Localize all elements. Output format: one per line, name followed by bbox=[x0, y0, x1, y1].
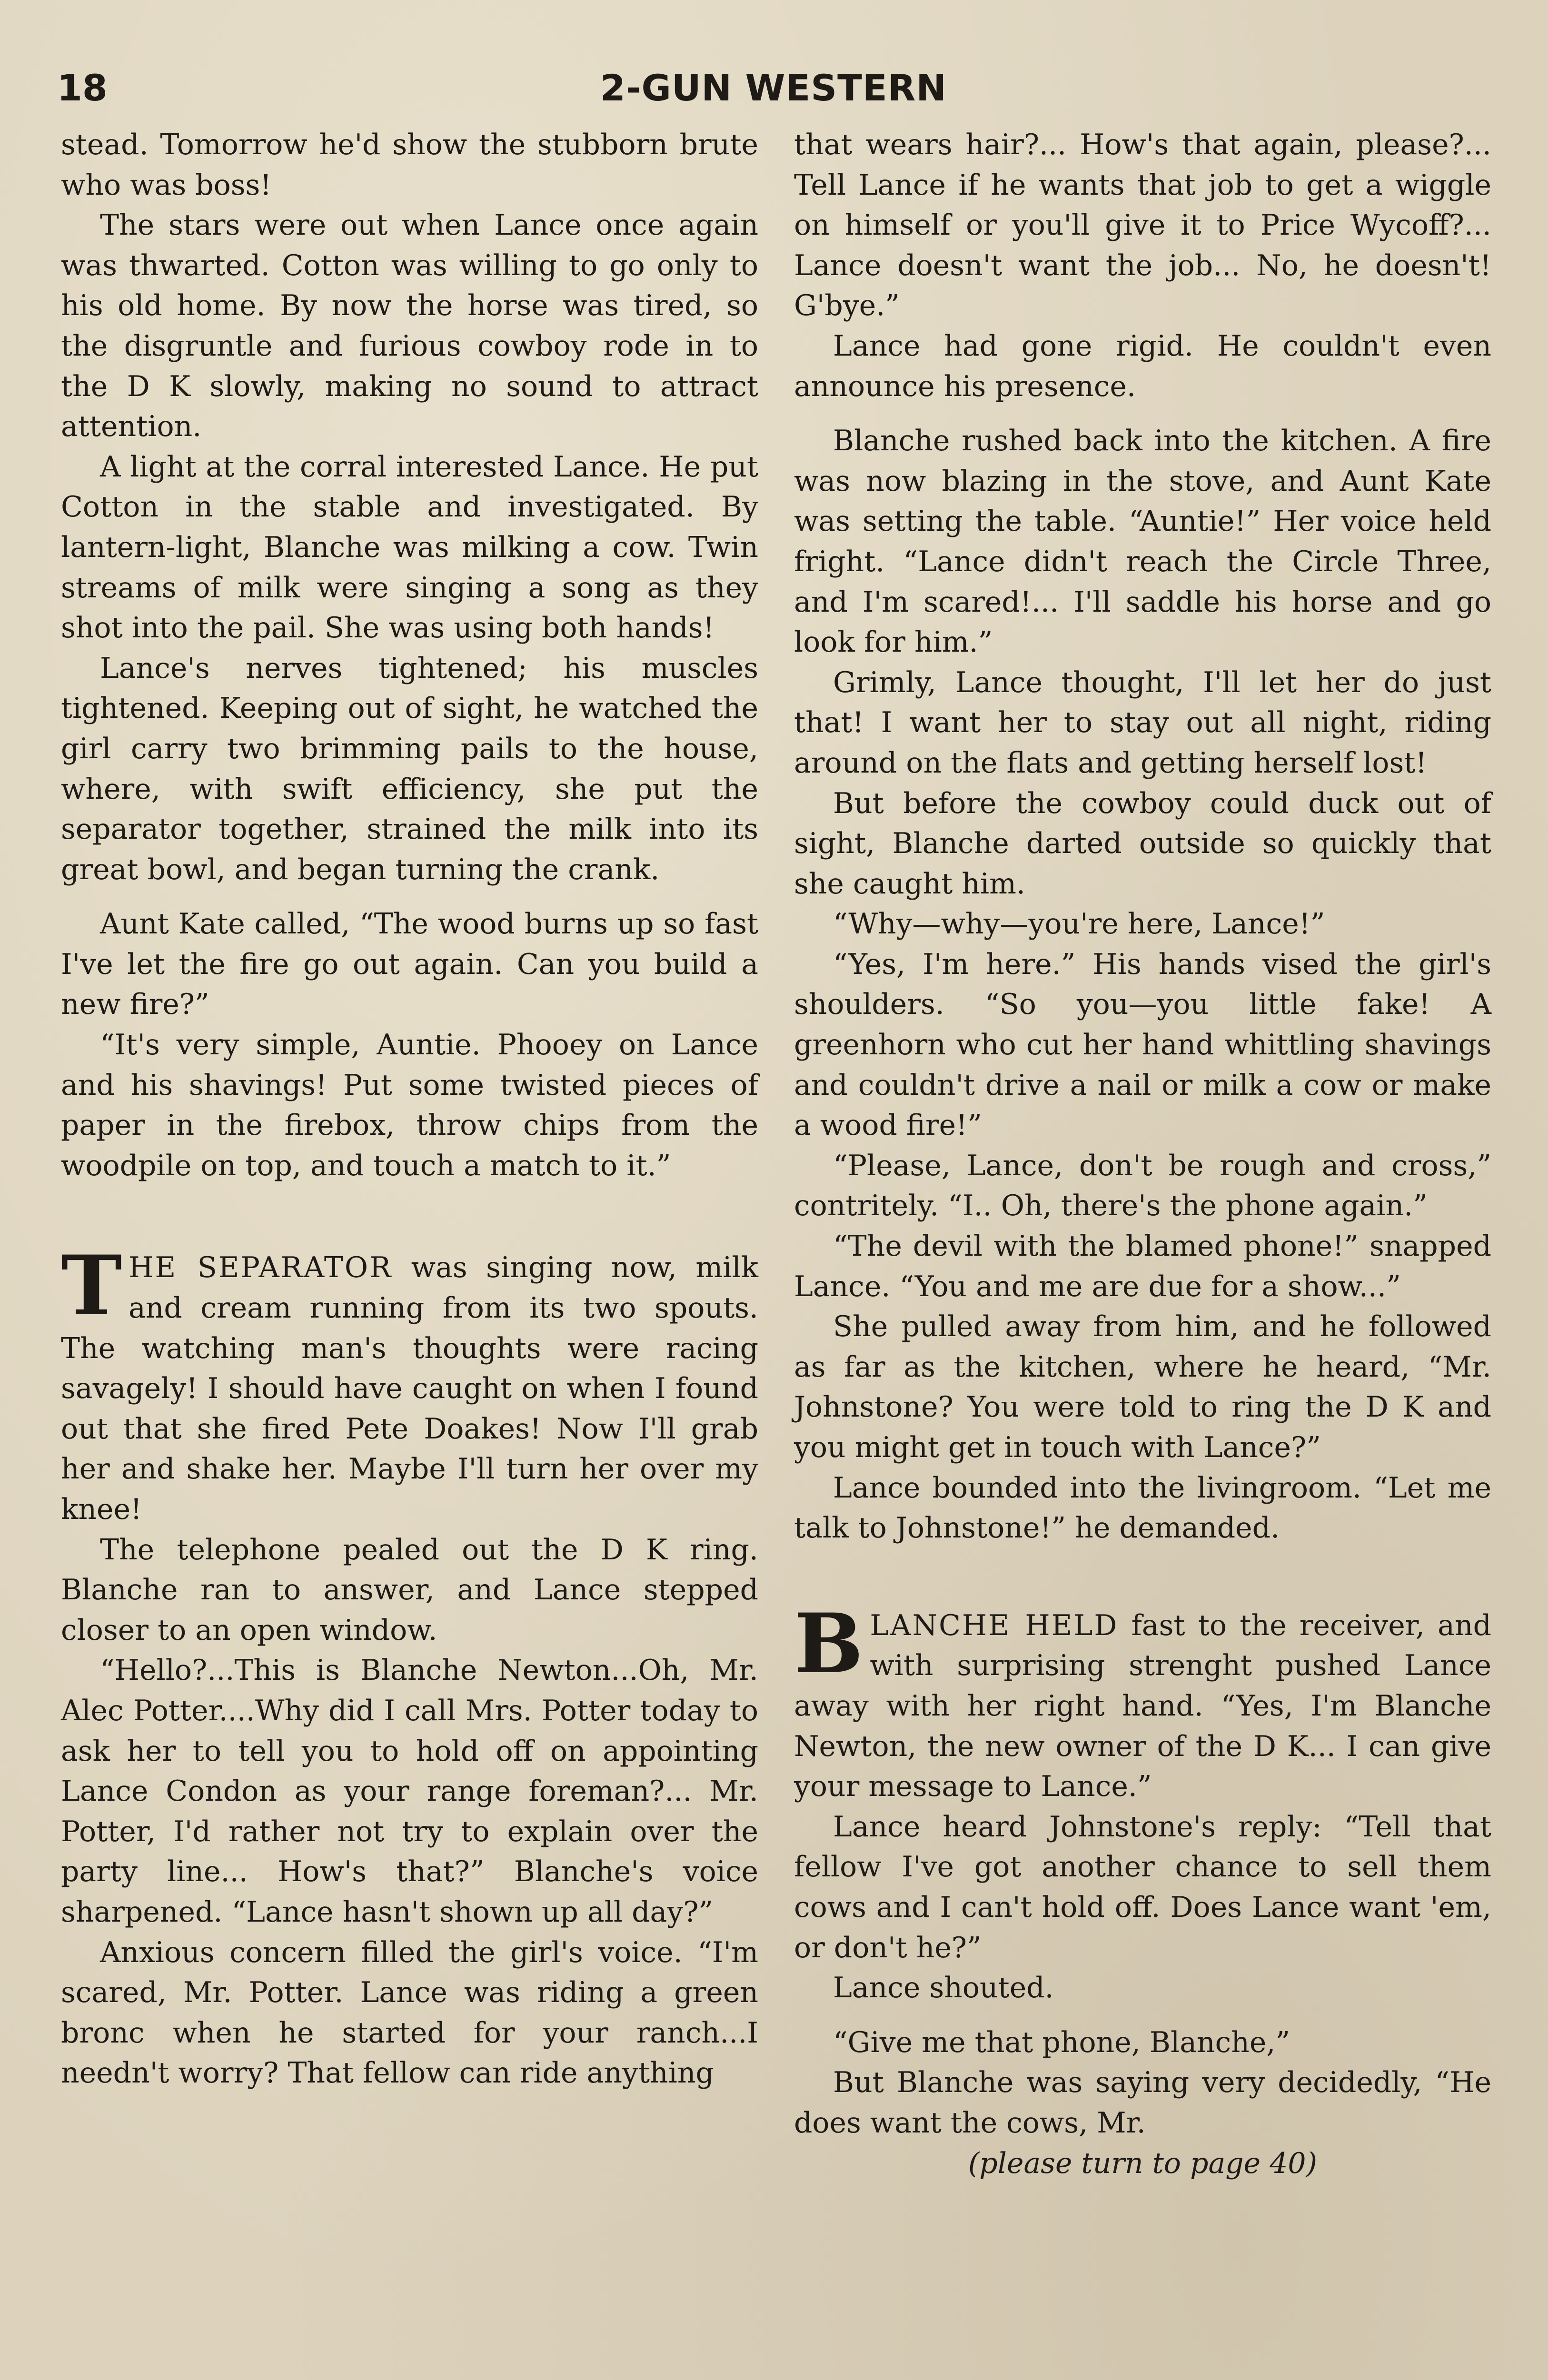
paragraph: Grimly, Lance thought, I'll let her do just that! I want her to stay out all night, riding around on the flats and getting herself lost! bbox=[794, 665, 1491, 780]
drop-cap: T bbox=[61, 1237, 122, 1334]
left-column bbox=[61, 125, 758, 2093]
magazine-title: 2-GUN WESTERN bbox=[600, 67, 947, 109]
paragraph: “Give me that phone, Blanche,” bbox=[833, 2025, 1290, 2059]
page-header bbox=[57, 62, 1490, 119]
paragraph: “Hello?...This is Blanche Newton...Oh, Mr. Alec Potter....Why did I call Mrs. Potter today to ask her to tell you to hold off on appointing Lance Condon as your range foreman?... Mr. Potter, I'd rather not try to explain over the party line... How's that?” Blanche's voice sharpened. “Lance hasn't shown up all day?” bbox=[61, 1654, 758, 1929]
paragraph: “It's very simple, Auntie. Phooey on Lance and his shavings! Put some twisted pieces of paper in the firebox, throw chips from the woodpile on top, and touch a match to it.” bbox=[61, 1028, 758, 1182]
drop-cap: B bbox=[794, 1595, 863, 1692]
section-text: fast to the receiver, and with surprising strenght pushed Lance away with her right hand. “Yes, I'm Blanche Newton, the new owner of the D K... I can give your message to Lance.” bbox=[794, 1608, 1491, 1804]
right-column bbox=[794, 125, 1491, 2183]
section-opening-paragraph bbox=[794, 1595, 1491, 1807]
section-lead-in: LANCHE HELD bbox=[870, 1608, 1119, 1642]
paragraph: Anxious concern filled the girl's voice. “I'm scared, Mr. Potter. Lance was riding a green bronc when he started for your ranch...I needn't worry? That fellow can ride anything bbox=[61, 1935, 758, 2090]
paragraph: Lance's nerves tightened; his muscles tightened. Keeping out of sight, he watched the girl carry two brimming pails to the house, where, with swift efficiency, she put the separator together, strained the milk into its great bowl, and began turning the crank. bbox=[61, 651, 758, 886]
section-lead-in: HE SEPARATOR bbox=[129, 1251, 393, 1285]
paragraph: She pulled away from him, and he followed as far as the kitchen, where he heard, “Mr. Johnstone? You were told to ring the D K and you might get in touch with Lance?” bbox=[794, 1310, 1491, 1464]
paragraph: Blanche rushed back into the kitchen. A fire was now blazing in the stove, and Aunt Kate was setting the table. “Auntie!” Her voice held fright. “Lance didn't reach the Circle Three, and I'm scared!... I'll saddle his horse and go look for him.” bbox=[794, 424, 1491, 659]
paragraph: “Please, Lance, don't be rough and cross,” contritely. “I.. Oh, there's the phone again.” bbox=[794, 1149, 1491, 1223]
section-text: was singing now, milk and cream running from its two spouts. The watching man's thoughts were racing savagely! I should have caught on when I found out that she fired Pete Doakes! Now I'll grab her and shake her. Maybe I'll turn her over my knee! bbox=[61, 1251, 759, 1526]
paragraph: But before the cowboy could duck out of sight, Blanche darted outside so quickly that she caught him. bbox=[794, 786, 1491, 901]
paragraph: Lance bounded into the livingroom. “Let me talk to Johnstone!” he demanded. bbox=[794, 1471, 1491, 1545]
section-break bbox=[794, 1595, 1491, 1807]
paragraph: Aunt Kate called, “The wood burns up so fast I've let the fire go out again. Can you build a new fire?” bbox=[61, 907, 758, 1021]
paragraph: Lance heard Johnstone's reply: “Tell that fellow I've got another chance to sell them cows and I can't hold off. Does Lance want 'em, or don't he?” bbox=[794, 1810, 1491, 1964]
paragraph: “The devil with the blamed phone!” snapped Lance. “You and me are due for a show...” bbox=[794, 1230, 1491, 1303]
paragraph: Lance had gone rigid. He couldn't even announce his presence. bbox=[794, 329, 1491, 403]
paragraph: A light at the corral interested Lance. He put Cotton in the stable and investigated. By lantern-light, Blanche was milking a cow. Twin streams of milk were singing a song as they shot into the pail. She was using both hands! bbox=[61, 450, 758, 645]
paragraph: that wears hair?... How's that again, please?... Tell Lance if he wants that job to get a wiggle on himself or you'll give it to Price Wycoff?... Lance doesn't want the job... No, he doesn't! G'bye.” bbox=[794, 128, 1491, 323]
paragraph: “Yes, I'm here.” His hands vised the girl's shoulders. “So you—you little fake! A greenhorn who cut her hand whittling shavings and couldn't drive a nail or milk a cow or make a wood fire!” bbox=[794, 947, 1491, 1142]
paragraph: “Why—why—you're here, Lance!” bbox=[833, 907, 1325, 941]
paragraph: The telephone pealed out the D K ring. Blanche ran to answer, and Lance stepped closer to an open window. bbox=[61, 1533, 758, 1647]
paragraph: stead. Tomorrow he'd show the stubborn brute who was boss! bbox=[61, 128, 758, 202]
paragraph: But Blanche was saying very decidedly, “He does want the cows, Mr. bbox=[794, 2066, 1491, 2140]
section-break bbox=[61, 1237, 759, 1529]
page-number: 18 bbox=[57, 67, 108, 109]
paragraph: Lance shouted. bbox=[833, 1971, 1054, 2005]
continuation-note: (please turn to page 40) bbox=[968, 2146, 1318, 2180]
paragraph: The stars were out when Lance once again was thwarted. Cotton was willing to go only to his old home. By now the horse was tired, so the disgruntle and furious cowboy rode in to the D K slowly, making no sound to attract attention. bbox=[61, 208, 758, 444]
section-opening-paragraph bbox=[61, 1237, 759, 1529]
